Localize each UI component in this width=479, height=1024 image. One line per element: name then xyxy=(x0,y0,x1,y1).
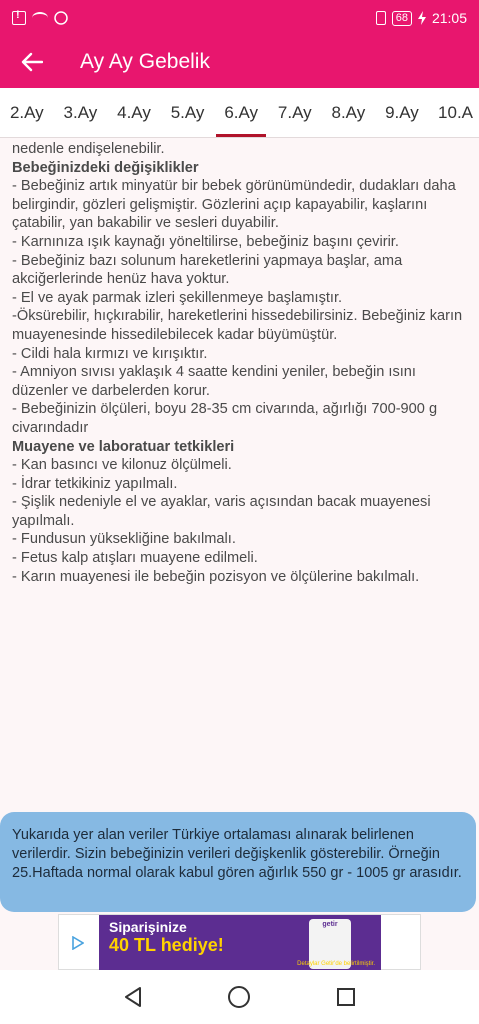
list-item: - Bebeğiniz bazı solunum hareketlerini yapmaya başlar, ama akciğerlerinde henüz hava yoktur. xyxy=(12,252,403,288)
list-item: - Karın muayenesi ile bebeğin pozisyon ve ölçülerine bakılmalı. xyxy=(12,568,420,585)
list-item: - Kan basıncı ve kilonuz ölçülmeli. xyxy=(12,457,232,474)
list-item: - Bebeğiniz artık minyatür bir bebek görünümündedir, dudakları daha belirgindir, gözleri gelişmiştir. Gözlerini açıp kapayabilir, kaşlarını çatabilir, yan bakabilir ve sesleri duyabilir. xyxy=(12,178,456,232)
tab-2-ay[interactable]: 2.Ay xyxy=(9,102,44,122)
intro-fragment: nedenle endişelenebilir. xyxy=(12,141,165,157)
app-title: Ay Ay Gebelik xyxy=(80,50,210,73)
ad-small-print: Detaylar Getir'de belirtilmiştir. xyxy=(297,961,375,967)
system-nav-bar xyxy=(0,970,479,1024)
month-tabs xyxy=(0,88,479,138)
shield-icon xyxy=(54,11,68,25)
section-title-baby-changes: Bebeğinizdeki değişiklikler xyxy=(12,159,199,176)
nav-recents-button[interactable] xyxy=(326,977,366,1017)
status-bar xyxy=(0,0,479,36)
list-item: - Cildi hala kırmızı ve kırışıktır. xyxy=(12,345,208,362)
list-item: - El ve ayak parmak izleri şekillenmeye başlamıştır. xyxy=(12,289,343,306)
tab-5-ay[interactable]: 5.Ay xyxy=(170,102,205,122)
nav-home-button[interactable] xyxy=(219,977,259,1017)
list-item: -Öksürebilir, hıçkırabilir, hareketlerini hissedebilirsiniz. Bebeğiniz karın muayenesinde hissedilebilecek kadar büyümüştür. xyxy=(12,308,463,343)
square-recents-icon xyxy=(336,987,356,1007)
tab-4-ay[interactable]: 4.Ay xyxy=(117,102,151,122)
ad-banner[interactable] xyxy=(58,914,421,970)
list-item: - Bebeğinizin ölçüleri, boyu 28-35 cm civarında, ağırlığı 700-900 g civarındadır xyxy=(12,401,438,436)
wifi-icon xyxy=(32,12,48,24)
battery-indicator: 68 xyxy=(392,11,412,26)
charging-icon xyxy=(418,11,426,25)
triangle-back-icon xyxy=(123,986,143,1008)
arrow-left-icon xyxy=(21,52,43,72)
back-button[interactable] xyxy=(0,36,64,88)
tab-3-ay[interactable]: 3.Ay xyxy=(63,102,98,122)
ad-body[interactable] xyxy=(99,915,381,971)
section-title-exams: Muayene ve laboratuar tetkikleri xyxy=(12,438,235,455)
tab-9-ay[interactable]: 9.Ay xyxy=(385,102,419,122)
list-item: - Fundusun yüksekliğine bakılmalı. xyxy=(12,531,236,548)
info-bubble: Yukarıda yer alan veriler Türkiye ortalaması alınarak belirlenen verilerdir. Sizin bebeğinizin verileri değişkenlik gösterebilir. Örneğin 25.Haftada normal olarak kabul gören ağırlık 550 gr - 1005 gr arasıdır. xyxy=(0,812,476,912)
list-item: - İdrar tetkikiniz yapılmalı. xyxy=(12,475,178,492)
vibrate-icon xyxy=(376,11,386,25)
ad-headline: Siparişinize xyxy=(109,919,187,935)
alert-icon xyxy=(12,11,26,25)
list-item: - Şişlik nedeniyle el ve ayaklar, varis açısından bacak muayenesi yapılmalı. xyxy=(12,494,431,529)
circle-home-icon xyxy=(227,985,251,1009)
status-right xyxy=(376,10,467,26)
app-bar xyxy=(0,36,479,88)
ad-offer: 40 TL hediye! xyxy=(109,935,224,955)
list-item: - Amniyon sıvısı yaklaşık 4 saatte kendini yeniler, bebeğin ısını düzenler ve darbelerden korur. xyxy=(12,364,416,399)
tab-6-ay[interactable]: 6.Ay xyxy=(214,88,268,138)
ad-brand: getir xyxy=(322,921,338,928)
status-left xyxy=(12,11,68,25)
tab-8-ay[interactable]: 8.Ay xyxy=(331,102,366,122)
tab-7-ay[interactable]: 7.Ay xyxy=(277,102,312,122)
article-content[interactable] xyxy=(0,138,479,810)
tab-10-ay[interactable]: 10.A xyxy=(438,102,474,122)
ad-choices-icon[interactable] xyxy=(59,915,97,971)
list-item: - Fetus kalp atışları muayene edilmeli. xyxy=(12,550,258,567)
list-item: - Karnınıza ışık kaynağı yöneltilirse, bebeğiniz başını çevirir. xyxy=(12,233,399,250)
clock: 21:05 xyxy=(431,10,467,26)
nav-back-button[interactable] xyxy=(113,977,153,1017)
